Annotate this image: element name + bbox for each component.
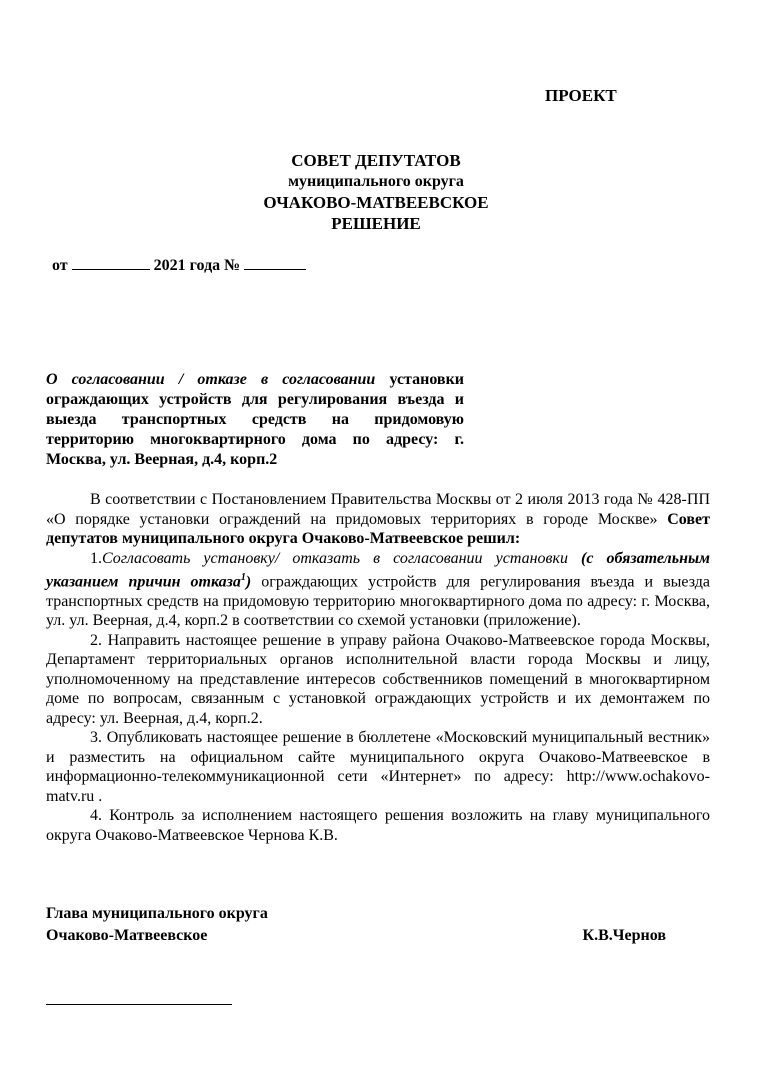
decision-body: [46, 490, 710, 845]
signature-title-2: Очаково-Матвеевское: [46, 927, 208, 944]
preamble-resolution: Совет депутатов муниципального округа Очаково-Матвеевское решил:: [46, 510, 711, 547]
subject-rest: установки ограждающих устройств для регулирования въезда и выезда транспортных средств на придомовую территорию многоквартирного дома по адресу: г. Москва, ул. Веерная, д.4, корп.2: [46, 371, 464, 468]
district-type: муниципального округа: [288, 173, 464, 190]
footnote-mark: 1: [240, 572, 246, 583]
council-header: [180, 150, 572, 234]
district-name: ОЧАКОВО-МАТВЕЕВСКОЕ: [263, 193, 489, 212]
footnote-divider: [46, 1004, 232, 1005]
date-blank: [72, 255, 150, 270]
decision-subject: [46, 370, 464, 470]
council-title: СОВЕТ ДЕПУТАТОВ: [291, 151, 461, 170]
signature-block: [46, 903, 666, 947]
subject-italic: О согласовании / отказе в согласовании: [46, 371, 376, 388]
date-year: 2021 года №: [153, 257, 241, 274]
number-blank: [244, 255, 306, 270]
project-mark: ПРОЕКТ: [545, 86, 617, 105]
signature-name: К.В.Чернов: [582, 927, 666, 944]
item-1: [46, 549, 710, 631]
item-2: 2. Направить настоящее решение в управу района Очаково-Матвеевское города Москвы, Департамент территориальных органов исполнительной власти города Москвы и лицу, уполномоченному на представление интересов собственников помещений в многоквартирном доме по вопросам, связанным с установкой ограждающих устройств и их демонтажем по адресу: ул. Веерная, д.4, корп.2.: [46, 631, 710, 727]
preamble-text: В соответствии с Постановлением Правительства Москвы от 2 июля 2013 года № 428-ПП «О порядке установки ограждений на придомовых территориях в городе Москве»: [46, 491, 710, 528]
document-type: РЕШЕНИЕ: [331, 214, 421, 233]
item-4: 4. Контроль за исполнением настоящего решения возложить на главу муниципального округа Очаково-Матвеевское Чернова К.В.: [46, 807, 710, 844]
item-1-number: 1.: [90, 549, 102, 567]
date-prefix: от: [52, 257, 68, 274]
item-1-close: ): [245, 573, 252, 591]
date-line: [52, 255, 306, 275]
item-1-note: (с обязательным указанием причин отказа: [46, 549, 711, 591]
item-3: 3. Опубликовать настоящее решение в бюллетене «Московский муниципальный вестник» и разместить на официальном сайте муниципального округа Очаково-Матвеевское в информационно-телекоммуникационной сети «Интернет» по адресу: http://www.ochakovo-matv.ru .: [46, 729, 710, 805]
item-1-italic: Согласовать установку/ отказать в согласовании установки: [102, 549, 568, 567]
preamble: [46, 490, 710, 549]
signature-title-1: Глава муниципального округа: [46, 905, 268, 922]
item-1-rest: ограждающих устройств для регулирования въезда и выезда транспортных средств на придомовую территорию многоквартирного дома по адресу: г. Москва, ул. ул. Веерная, д.4, корп.2 в соответствии со схемой установки (приложение).: [46, 573, 710, 630]
